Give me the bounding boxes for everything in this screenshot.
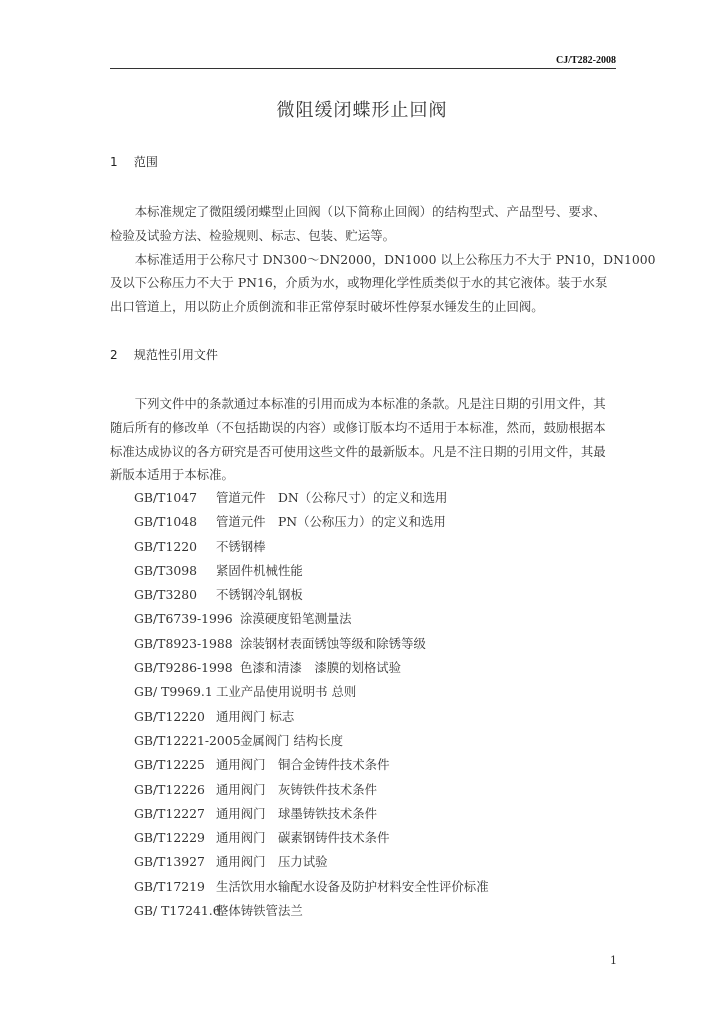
reference-item xyxy=(134,585,489,609)
body-line: 及以下公称压力不大于 PN16，介质为水，或物理化学性质类似于水的其它液体。装于水泵 xyxy=(110,275,608,291)
reference-code: GB/T3098 xyxy=(134,562,197,578)
reference-title: 通用阀门 灰铸铁件技术条件 xyxy=(216,781,378,797)
reference-item xyxy=(134,488,489,512)
reference-title: 金属阀门 结构长度 xyxy=(240,732,344,748)
reference-item xyxy=(134,901,489,925)
body-line: 新版本适用于本标准。 xyxy=(110,467,234,483)
section-number: 1 xyxy=(110,155,118,169)
reference-title: 生活饮用水输配水设备及防护材料安全性评价标准 xyxy=(216,878,489,894)
reference-item xyxy=(134,780,489,804)
section-heading-normative-references xyxy=(110,346,218,363)
reference-code: GB/ T9969.1 xyxy=(134,684,213,700)
reference-code: GB/T12221-2005 xyxy=(134,732,241,748)
reference-code: GB/T12220 xyxy=(134,708,205,724)
reference-title: 工业产品使用说明书 总则 xyxy=(216,684,357,700)
document-title: 微阻缓闭蝶形止回阀 xyxy=(276,100,448,121)
header-rule xyxy=(110,68,616,69)
reference-title: 管道元件 DN（公称尺寸）的定义和选用 xyxy=(216,490,448,505)
reference-code: GB/T1048 xyxy=(134,514,197,530)
reference-title: 不锈钢棒 xyxy=(216,538,266,554)
body-line: 下列文件中的条款通过本标准的引用而成为本标准的条款。凡是注日期的引用文件，其 xyxy=(110,396,606,411)
section-1-body xyxy=(110,200,656,319)
reference-title: 通用阀门 铜合金铸件技术条件 xyxy=(216,757,390,773)
reference-title: 涂漠硬度铅笔测量法 xyxy=(240,611,352,627)
reference-title: 涂装钢材表面锈蚀等级和除锈等级 xyxy=(240,635,426,651)
reference-title: 通用阀门 压力试验 xyxy=(216,854,328,870)
section-title: 规范性引用文件 xyxy=(133,348,218,362)
reference-title: 管道元件 PN（公称压力）的定义和选用 xyxy=(216,514,446,530)
reference-title: 通用阀门 标志 xyxy=(216,708,295,724)
body-line: 出口管道上，用以防止介质倒流和非正常停泵时破坏性停泵水锤发生的止回阀。 xyxy=(110,299,544,315)
reference-code: GB/T12226 xyxy=(134,781,205,797)
reference-title: 色漆和清漆 漆膜的划格试验 xyxy=(240,660,402,676)
reference-title: 紧固件机械性能 xyxy=(216,562,303,578)
reference-code: GB/T3280 xyxy=(134,587,197,603)
reference-title: 不锈钢冷轧钢板 xyxy=(216,587,303,603)
section-2-body xyxy=(110,392,616,487)
reference-item xyxy=(134,634,489,658)
reference-code: GB/T1220 xyxy=(134,538,197,554)
reference-code: GB/T8923-1988 xyxy=(134,635,233,651)
reference-item xyxy=(134,877,489,901)
reference-code: GB/ T17241.6 xyxy=(134,903,221,919)
reference-title: 通用阀门 球墨铸铁技术条件 xyxy=(216,805,378,821)
reference-code: GB/T13927 xyxy=(134,854,205,870)
reference-item xyxy=(134,707,489,731)
body-line: 检验及试验方法、检验规则、标志、包装、贮运等。 xyxy=(110,227,395,243)
reference-title: 整体铸铁管法兰 xyxy=(216,903,303,919)
standard-code: CJ/T282-2008 xyxy=(556,55,616,66)
reference-item xyxy=(134,512,489,536)
section-title: 范围 xyxy=(133,155,158,169)
reference-code: GB/T9286-1998 xyxy=(134,660,233,676)
reference-code: GB/T17219 xyxy=(134,878,205,894)
section-heading-scope xyxy=(110,153,158,170)
reference-item xyxy=(134,609,489,633)
reference-code: GB/T6739-1996 xyxy=(134,611,233,627)
reference-item xyxy=(134,561,489,585)
body-line: 随后所有的修改单（不包括勘误的内容）或修订版本均不适用于本标准，然而，鼓励根据本 xyxy=(110,419,606,435)
body-line: 本标准适用于公称尺寸 DN300～DN2000，DN1000 以上公称压力不大于 PN10，DN1000 xyxy=(110,251,656,267)
reference-code: GB/T12227 xyxy=(134,805,205,821)
reference-code: GB/T1047 xyxy=(134,490,197,505)
section-number: 2 xyxy=(110,348,118,362)
body-line: 本标准规定了微阻缓闭蝶型止回阀（以下简称止回阀）的结构型式、产品型号、要求、 xyxy=(110,204,606,219)
reference-item xyxy=(134,804,489,828)
reference-list xyxy=(134,488,489,925)
reference-item xyxy=(134,755,489,779)
reference-title: 通用阀门 碳素钢铸件技术条件 xyxy=(216,830,390,846)
reference-item xyxy=(134,852,489,876)
reference-item xyxy=(134,682,489,706)
reference-item xyxy=(134,828,489,852)
reference-item xyxy=(134,658,489,682)
reference-item xyxy=(134,537,489,561)
reference-code: GB/T12229 xyxy=(134,830,205,846)
body-line: 标准达成协议的各方研究是否可使用这些文件的最新版本。凡是不注日期的引用文件，其最 xyxy=(110,443,606,459)
page-number: 1 xyxy=(610,954,617,967)
reference-code: GB/T12225 xyxy=(134,757,205,773)
reference-item xyxy=(134,731,489,755)
